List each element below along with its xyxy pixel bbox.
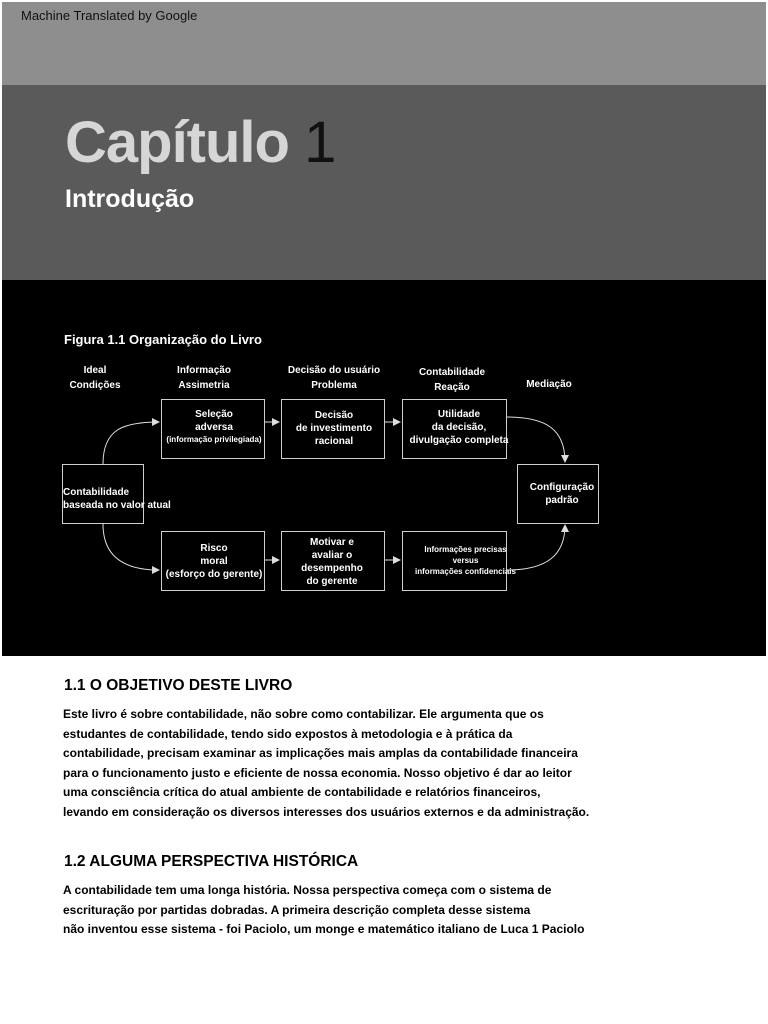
chapter-header bbox=[2, 85, 766, 280]
paragraph-line: escrituração por partidas dobradas. A primeira descrição completa desse sistema bbox=[63, 902, 531, 917]
paragraph-line: contabilidade, precisam examinar as implicações mais amplas da contabilidade financeira bbox=[63, 746, 578, 760]
box-moral-hazard bbox=[161, 531, 265, 591]
translation-banner bbox=[2, 2, 766, 85]
box-current-value-accounting bbox=[62, 464, 171, 524]
chapter-title bbox=[65, 109, 335, 176]
paragraph-line: Este livro é sobre contabilidade, não sobre como contabilizar. Ele argumenta que os bbox=[63, 707, 544, 721]
chapter-subtitle: Introdução bbox=[65, 185, 195, 213]
box-standard-setting-text: Configuração padrão bbox=[529, 482, 595, 506]
box-standard-setting bbox=[517, 464, 599, 524]
box-precise-vs-confidential bbox=[402, 531, 516, 591]
paragraph-line: para o funcionamento justo e eficiente de nossa economia. Nosso objetivo é dar ao leitor bbox=[63, 765, 572, 780]
paragraph-line: levando em consideração os diversos interesses dos usuários externos e da administração. bbox=[63, 804, 590, 819]
box-decision-utility bbox=[402, 399, 507, 459]
header-mediation: Mediação bbox=[526, 379, 572, 390]
box-rational-investment bbox=[281, 399, 385, 459]
paragraph-line: não inventou esse sistema - foi Paciolo, um monge e matemático italiano de Luca 1 Paciolo bbox=[63, 922, 585, 936]
machine-translated-label: Machine Translated by Google bbox=[21, 8, 198, 23]
chapter-number: 1 bbox=[304, 110, 336, 175]
paragraph-line: estudantes de contabilidade, tendo sido expostos à metodologia e à prática da bbox=[63, 726, 513, 741]
paragraph-line: uma consciência crítica do atual ambiente de contabilidade e relatórios financeiros, bbox=[63, 785, 541, 799]
arrow-left-to-moral bbox=[103, 524, 159, 570]
header-accounting-reaction: Contabilidade Reação bbox=[418, 367, 486, 393]
figure-1-1 bbox=[2, 280, 766, 656]
section-title-history: 1.2 ALGUMA PERSPECTIVA HISTÓRICA bbox=[64, 853, 359, 870]
box-adverse-selection bbox=[161, 399, 265, 459]
figure-caption: Figura 1.1 Organização do Livro bbox=[64, 332, 262, 347]
section-body-objective bbox=[63, 705, 703, 822]
box-current-value-accounting-text: Contabilidade baseada no valor atual bbox=[63, 487, 171, 511]
section-title-objective: 1.1 O OBJETIVO DESTE LIVRO bbox=[64, 677, 293, 694]
box-motivate-manager bbox=[281, 531, 385, 591]
box-motivate-manager-text: Motivar e avaliar o desempenho do gerente bbox=[301, 537, 363, 587]
box-adverse-selection-note: (informação privilegiada) bbox=[166, 435, 262, 444]
box-precise-vs-confidential-text: Informações precisas versus informações confidenciais bbox=[415, 545, 516, 576]
box-adverse-selection-text: Seleção adversa bbox=[195, 409, 233, 433]
header-information-asymmetry: Informação Assimetria bbox=[177, 365, 231, 391]
arrow-utility-to-config bbox=[507, 417, 565, 462]
header-ideal-conditions: Ideal Condições bbox=[69, 365, 121, 391]
section-body-history bbox=[63, 881, 703, 940]
chapter-word: Capítulo bbox=[65, 110, 289, 175]
arrow-left-to-adverse bbox=[103, 422, 159, 464]
box-rational-investment-text: Decisão de investimento racional bbox=[295, 410, 373, 447]
box-decision-utility-text: Utilidade da decisão, divulgação completa bbox=[409, 409, 509, 446]
paragraph-line: A contabilidade tem uma longa história. Nossa perspectiva começa com o sistema de bbox=[63, 883, 552, 897]
box-moral-hazard-text: Risco moral (esforço do gerente) bbox=[165, 543, 263, 580]
header-user-decision: Decisão do usuário Problema bbox=[287, 365, 381, 391]
